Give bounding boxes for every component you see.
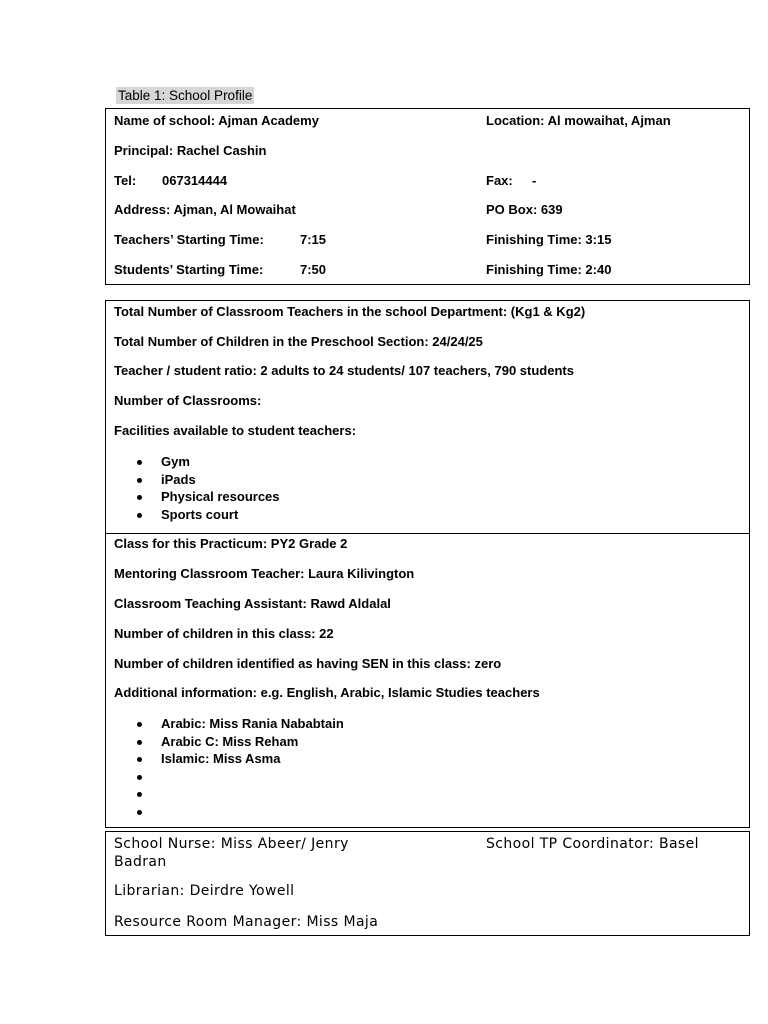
tp-coordinator: School TP Coordinator: Basel [486, 836, 699, 852]
teachers-start-label: Teachers’ Starting Time: [114, 232, 264, 247]
children-count: Number of children in this class: 22 [114, 626, 334, 641]
teachers-start-value: 7:15 [300, 232, 327, 247]
sen-count: Number of children identified as having SEN in this class: zero [114, 656, 502, 671]
staff-table [105, 831, 750, 936]
teachers-start-row [114, 232, 327, 248]
teachers-finish: Finishing Time: 3:15 [486, 232, 612, 247]
students-start-value: 7:50 [300, 262, 327, 277]
list-item: Gym [132, 453, 280, 471]
principal: Principal: Rachel Cashin [114, 143, 267, 158]
school-name: Name of school: Ajman Academy [114, 113, 319, 128]
mentor-teacher: Mentoring Classroom Teacher: Laura Kilivington [114, 566, 415, 581]
list-item: Arabic: Miss Rania Nababtain [132, 715, 344, 733]
po-box: PO Box: 639 [486, 202, 563, 217]
tel-label: Tel: [114, 173, 137, 188]
students-start-label: Students’ Starting Time: [114, 262, 264, 277]
school-profile-table [105, 108, 750, 285]
additional-info: Additional information: e.g. English, Arabic, Islamic Studies teachers [114, 685, 540, 700]
total-children: Total Number of Children in the Preschool Section: 24/24/25 [114, 334, 483, 349]
resource-room-manager: Resource Room Manager: Miss Maja [114, 914, 379, 930]
list-item: Arabic C: Miss Reham [132, 733, 344, 751]
facilities-label: Facilities available to student teachers: [114, 423, 357, 438]
table-caption: Table 1: School Profile [118, 88, 253, 103]
librarian: Librarian: Deirdre Yowell [114, 883, 295, 899]
fax-label: Fax: [486, 173, 513, 188]
list-item: Islamic: Miss Asma [132, 750, 344, 768]
fax-value: - [532, 173, 537, 188]
classrooms: Number of Classrooms: [114, 393, 262, 408]
subject-teachers-list [132, 715, 344, 820]
students-finish: Finishing Time: 2:40 [486, 262, 612, 277]
list-item: Sports court [132, 506, 280, 524]
students-start-row [114, 262, 327, 278]
teaching-assistant: Classroom Teaching Assistant: Rawd Aldalal [114, 596, 391, 611]
practicum-class: Class for this Practicum: PY2 Grade 2 [114, 536, 348, 551]
list-item [132, 785, 344, 803]
total-teachers: Total Number of Classroom Teachers in the school Department: (Kg1 & Kg2) [114, 304, 586, 319]
tel-row [114, 173, 228, 189]
tel-value: 067314444 [162, 173, 228, 188]
list-item [132, 768, 344, 786]
location: Location: Al mowaihat, Ajman [486, 113, 671, 128]
list-item [132, 803, 344, 821]
fax-row [486, 173, 537, 189]
list-item: iPads [132, 471, 280, 489]
section-divider [106, 533, 749, 534]
school-nurse: School Nurse: Miss Abeer/ Jenry Badran [114, 836, 349, 870]
ratio: Teacher / student ratio: 2 adults to 24 students/ 107 teachers, 790 students [114, 363, 574, 378]
list-item: Physical resources [132, 488, 280, 506]
address: Address: Ajman, Al Mowaihat [114, 202, 296, 217]
department-practicum-table [105, 300, 750, 828]
facilities-list [132, 453, 280, 523]
